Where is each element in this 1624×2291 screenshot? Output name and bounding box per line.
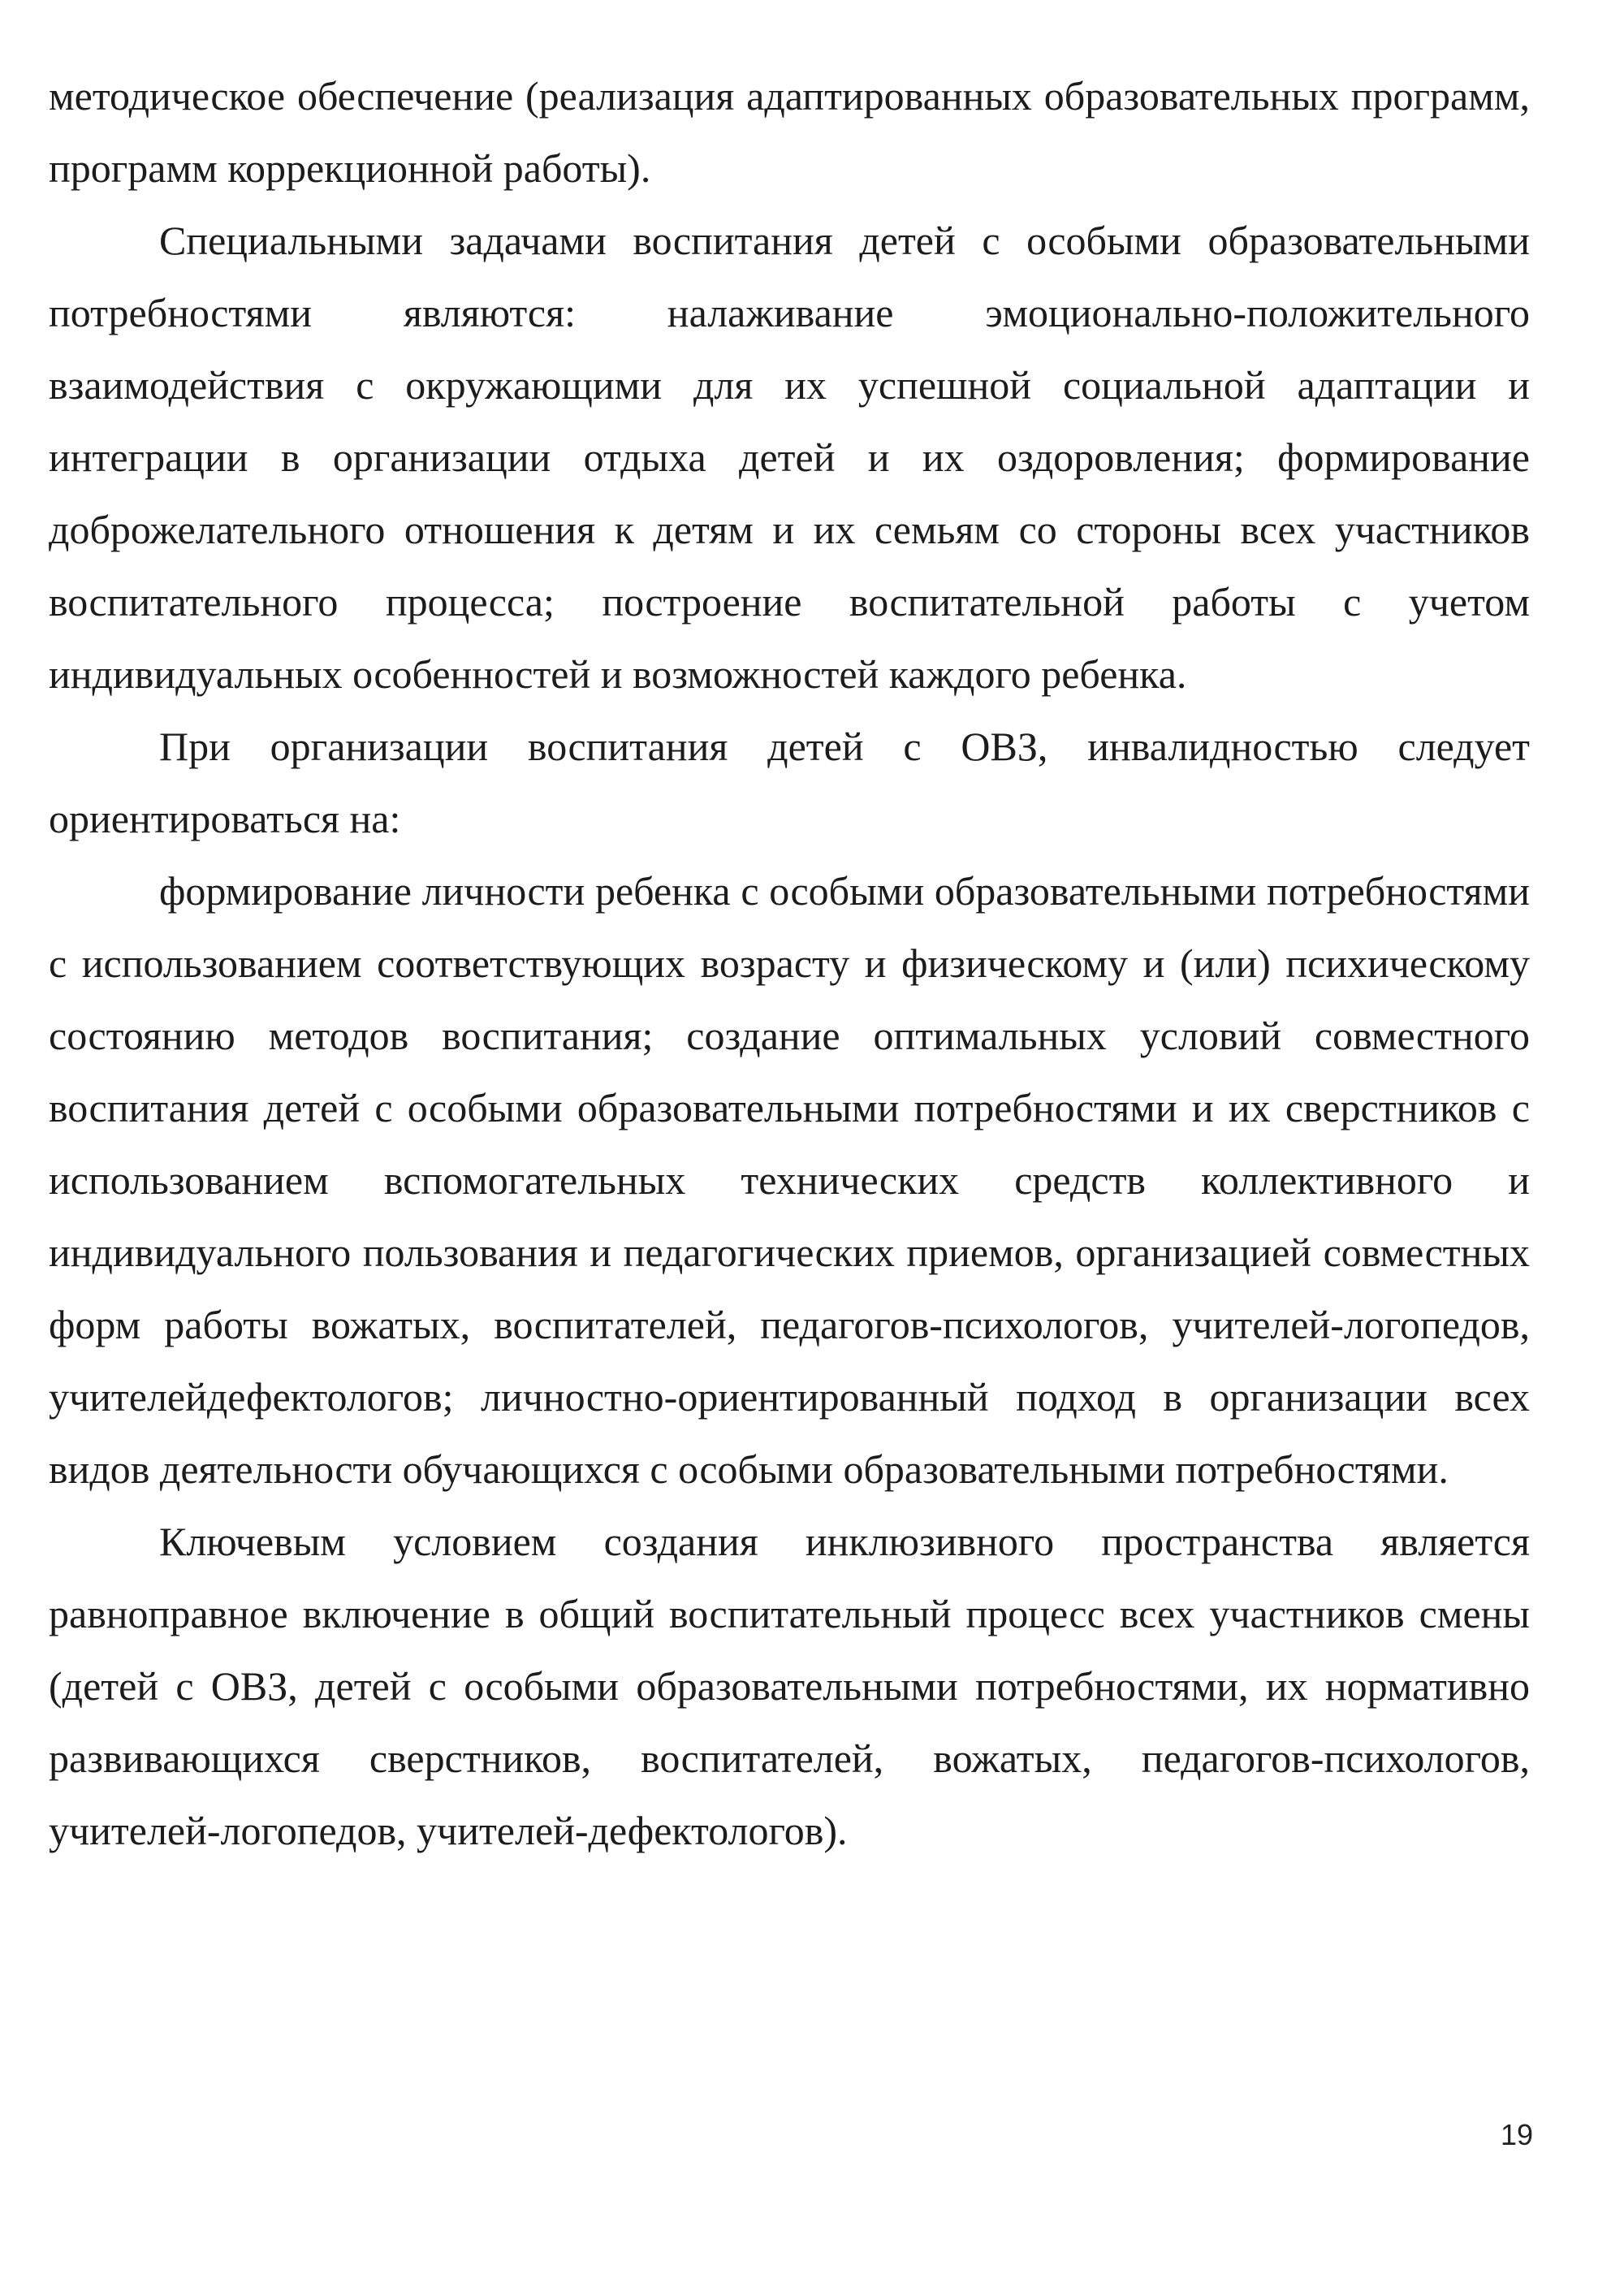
paragraph-personality-formation: формирование личности ребенка с особыми образовательными потребностями с использованием соответствующих возрасту и физическому и (или) психическому состоянию методов воспитания; создание оптимальных условий совместного воспитания детей с особыми образовательными потребностями и их сверстников с использованием вспомогательных технических средств коллективного и индивидуального пользования и педагогических приемов, организацией совместных форм работы вожатых, воспитателей, педагогов-психологов, учителей-логопедов, учителейдефектологов; личностно-ориентированный подход в организации всех видов деятельности обучающихся с особыми образовательными потребностями. (49, 868, 1530, 1492)
paragraph-organization-intro: При организации воспитания детей с ОВЗ, инвалидностью следует ориентироваться на: (49, 724, 1530, 841)
paragraph-key-condition: Ключевым условием создания инклюзивного пространства является равноправное включение в общий воспитательный процесс всех участников смены (детей с ОВЗ, детей с особыми образовательными потребностями, их нормативно развивающихся сверстников, воспитателей, вожатых, педагогов-психологов, учителей-логопедов, учителей-дефектологов). (49, 1519, 1530, 1853)
page-number: 19 (1500, 2118, 1533, 2151)
body-text (49, 60, 1530, 1867)
paragraph-methodical-support: методическое обеспечение (реализация адаптированных образовательных программ, программ коррекционной работы). (49, 73, 1530, 191)
paragraph-special-tasks: Специальными задачами воспитания детей с особыми образовательными потребностями являются: налаживание эмоционально-положительного взаимодействия с окружающими для их успешной социальной адаптации и интеграции в организации отдыха детей и их оздоровления; формирование доброжелательного отношения к детям и их семьям со стороны всех участников воспитательного процесса; построение воспитательной работы с учетом индивидуальных особенностей и возможностей каждого ребенка. (49, 218, 1530, 697)
